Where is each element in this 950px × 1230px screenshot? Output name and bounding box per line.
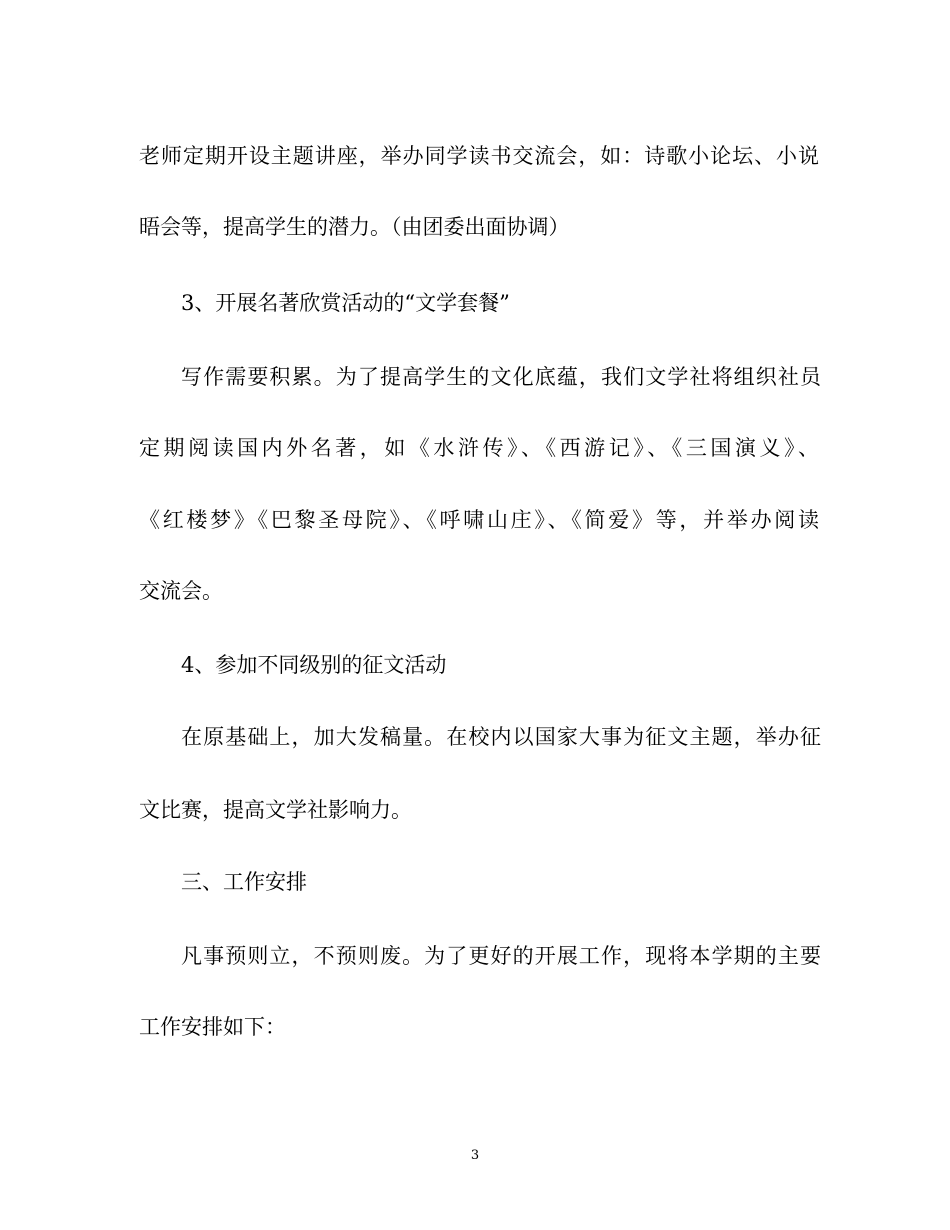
section-heading: 4、参加不同级别的征文活动: [181, 653, 447, 677]
text-line: 工作安排如下：: [139, 1015, 286, 1039]
text-line: 晤会等，提高学生的潜力。（由团委出面协调）: [139, 215, 570, 239]
text-line: 交流会。: [139, 579, 223, 603]
section-heading: 三、工作安排: [181, 870, 307, 894]
text-line: 凡事预则立，不预则废。为了更好的开展工作，现将本学期的主要: [181, 944, 821, 968]
text-line: 在原基础上，加大发稿量。在校内以国家大事为征文主题，举办征: [181, 725, 821, 749]
text-line: 《红楼梦》《巴黎圣母院》、《呼啸山庄》、《简爱》等，并举办阅读: [139, 508, 819, 532]
text-line: 定期阅读国内外名著，如《水浒传》、《西游记》、《三国演义》、: [139, 436, 819, 460]
text-line: 文比赛，提高文学社影响力。: [139, 798, 412, 822]
section-heading: 3、开展名著欣赏活动的“文学套餐”: [181, 291, 510, 315]
page-number: 3: [470, 1148, 480, 1163]
text-line: 老师定期开设主题讲座，举办同学读书交流会，如：诗歌小论坛、小说: [139, 144, 819, 168]
text-line: 写作需要积累。为了提高学生的文化底蕴，我们文学社将组织社员: [181, 365, 821, 389]
